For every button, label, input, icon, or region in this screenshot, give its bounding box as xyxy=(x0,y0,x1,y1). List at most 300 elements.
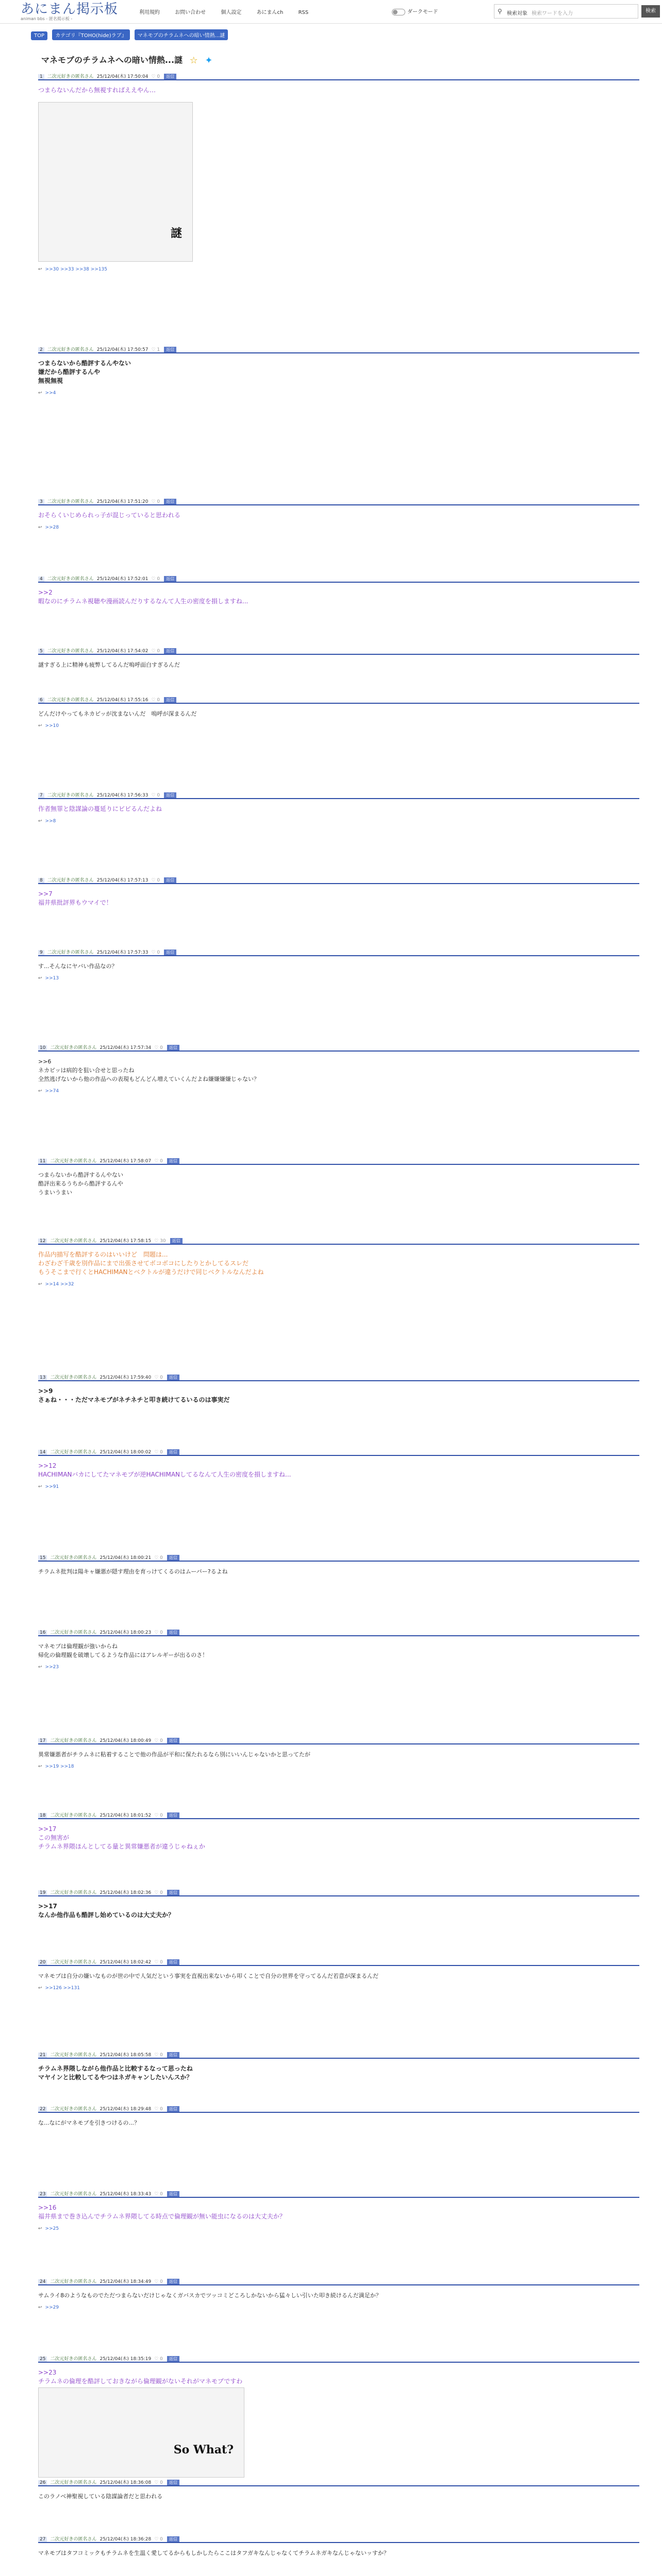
post-meta xyxy=(38,346,176,352)
poster-name: 二次元好きの匿名さん xyxy=(47,347,94,352)
post-body: おそらくいじめられっ子が混じっていると思われる xyxy=(38,512,181,519)
reply-link-list[interactable]: >>126 >>131 xyxy=(45,1986,80,1991)
reply-link-list[interactable]: >>30 >>33 >>38 >>135 xyxy=(45,267,107,272)
post-number[interactable]: 14 xyxy=(38,1450,47,1455)
search-placeholder: 検索ワードを入力 xyxy=(532,11,573,16)
reply-button[interactable]: 返信 xyxy=(164,648,176,654)
reply-links[interactable] xyxy=(38,391,56,396)
poster-name: 二次元好きの匿名さん xyxy=(50,2537,97,2542)
post-image[interactable] xyxy=(38,102,193,262)
reply-links[interactable] xyxy=(38,2305,59,2310)
post-meta xyxy=(38,2535,179,2542)
like-count[interactable] xyxy=(154,1555,163,1561)
post-meta xyxy=(38,1044,179,1050)
reply-button[interactable]: 返信 xyxy=(167,1630,179,1635)
post-timestamp: 25/12/04(木) 18:02:42 xyxy=(100,1960,152,1965)
post-timestamp: 25/12/04(木) 17:50:04 xyxy=(96,74,148,79)
poster-name: 二次元好きの匿名さん xyxy=(50,1239,97,1244)
reply-links[interactable] xyxy=(38,1282,74,1287)
reply-link-list[interactable]: >>25 xyxy=(45,2226,59,2231)
reply-link-list[interactable]: >>23 xyxy=(45,1665,59,1670)
poster-name: 二次元好きの匿名さん xyxy=(50,2053,97,2058)
like-count[interactable] xyxy=(154,2279,163,2284)
reply-button[interactable]: 返信 xyxy=(164,697,176,703)
post-body: >>17 なんか他作品も酷評し始めているのは大丈夫か？ xyxy=(38,1903,175,1919)
post-number[interactable]: 7 xyxy=(38,793,44,798)
like-value: 0 xyxy=(157,577,160,582)
heart-icon: ♡ xyxy=(151,347,157,352)
nav-settings-link[interactable]: 個人設定 xyxy=(221,10,242,15)
reply-button[interactable]: 返信 xyxy=(167,1375,179,1380)
like-count[interactable] xyxy=(154,1159,163,1164)
reply-button[interactable]: 返信 xyxy=(167,1959,179,1965)
heart-icon: ♡ xyxy=(151,698,157,703)
poster-name: 二次元好きの匿名さん xyxy=(47,649,94,654)
post-timestamp: 25/12/04(木) 18:00:21 xyxy=(100,1555,152,1561)
post-timestamp: 25/12/04(木) 18:36:28 xyxy=(100,2537,152,2542)
like-count[interactable] xyxy=(151,347,160,352)
poster-name: 二次元好きの匿名さん xyxy=(47,499,94,504)
reply-arrow-icon: ↩ xyxy=(38,525,42,530)
heart-icon: ♡ xyxy=(151,499,157,504)
post-body: >>2 暇なのにチラムネ視聴や漫画読んだりするなんて人生の密度を損しますね... xyxy=(38,589,249,605)
post-meta xyxy=(38,1958,179,1965)
poster-name: 二次元好きの匿名さん xyxy=(47,793,94,798)
nav-animanch-link[interactable]: あにまんch xyxy=(256,10,284,15)
post-meta xyxy=(38,696,176,703)
post-timestamp: 25/12/04(木) 17:51:20 xyxy=(96,499,148,504)
twitter-icon[interactable]: ✦ xyxy=(205,55,213,66)
heart-icon: ♡ xyxy=(154,2480,160,2485)
heart-icon: ♡ xyxy=(154,2053,160,2058)
post-meta xyxy=(38,2479,179,2485)
post-number[interactable]: 4 xyxy=(38,577,44,582)
heart-icon: ♡ xyxy=(151,577,157,582)
heart-icon: ♡ xyxy=(154,1738,160,1743)
like-value: 0 xyxy=(160,1159,163,1164)
like-count[interactable] xyxy=(154,1813,163,1818)
reply-link-list[interactable]: >>19 >>18 xyxy=(45,1764,74,1769)
post-timestamp: 25/12/04(木) 17:59:40 xyxy=(100,1375,152,1380)
post-number[interactable]: 23 xyxy=(38,2192,47,2197)
reply-arrow-icon: ↩ xyxy=(38,1665,42,1670)
heart-icon: ♡ xyxy=(151,74,157,79)
heart-icon: ♡ xyxy=(154,2107,160,2112)
breadcrumb-top[interactable]: TOP xyxy=(31,31,47,40)
reply-links[interactable] xyxy=(38,1764,74,1769)
poster-name: 二次元好きの匿名さん xyxy=(47,878,94,883)
nav-contact-link[interactable]: お問い合わせ xyxy=(175,10,206,15)
post-meta xyxy=(38,948,176,955)
like-value: 30 xyxy=(160,1239,166,1244)
post-body: >>7 福井県批評界もウマイで！ xyxy=(38,890,112,906)
post-body: >>12 HACHIMANバカにしてたマネモブが逆HACHIMANしてるなんて人生の密度を損しますね... xyxy=(38,1462,291,1478)
reply-button[interactable]: 返信 xyxy=(164,499,176,504)
like-count[interactable] xyxy=(151,793,160,798)
post-timestamp: 25/12/04(木) 18:00:49 xyxy=(100,1738,152,1743)
reply-arrow-icon: ↩ xyxy=(38,1986,42,1991)
heart-icon: ♡ xyxy=(154,2357,160,2362)
post-body: 異常嫌悪者がチラムネに粘着することで他の作品が平和に保たれるなら別にいいんじゃないかと思ってたが xyxy=(38,1751,310,1758)
post-timestamp: 25/12/04(木) 18:02:36 xyxy=(100,1890,152,1895)
like-count[interactable] xyxy=(151,878,160,883)
dark-mode-toggle[interactable] xyxy=(392,7,438,15)
like-count[interactable] xyxy=(154,2053,163,2058)
site-logo[interactable] xyxy=(21,2,118,22)
heart-icon: ♡ xyxy=(151,793,157,798)
like-count[interactable] xyxy=(151,577,160,582)
post-meta xyxy=(38,1737,179,1743)
post-number[interactable]: 1 xyxy=(38,74,44,79)
post-number[interactable]: 11 xyxy=(38,1159,47,1164)
poster-name: 二次元好きの匿名さん xyxy=(50,1960,97,1965)
post-timestamp: 25/12/04(木) 18:01:52 xyxy=(100,1813,152,1818)
poster-name: 二次元好きの匿名さん xyxy=(50,2480,97,2485)
reply-link-list[interactable]: >>13 xyxy=(45,976,59,981)
image-caption: 謎 xyxy=(170,227,182,240)
reply-button[interactable]: 返信 xyxy=(167,2480,179,2485)
like-count[interactable] xyxy=(154,2192,163,2197)
like-value: 0 xyxy=(160,2279,163,2284)
post-meta xyxy=(38,1889,179,1895)
post-timestamp: 25/12/04(木) 18:00:23 xyxy=(100,1630,152,1635)
post-timestamp: 25/12/04(木) 18:05:58 xyxy=(100,2053,152,2058)
reply-button[interactable]: 返信 xyxy=(164,877,176,883)
poster-name: 二次元好きの匿名さん xyxy=(50,2279,97,2284)
poster-name: 二次元好きの匿名さん xyxy=(50,2357,97,2362)
reply-button[interactable]: 返信 xyxy=(167,2106,179,2112)
like-count[interactable] xyxy=(154,2107,163,2112)
search-input[interactable] xyxy=(494,4,638,19)
reply-button[interactable]: 返信 xyxy=(167,1045,179,1050)
reply-button[interactable]: 返信 xyxy=(167,2052,179,2058)
like-count[interactable] xyxy=(154,1450,163,1455)
post-number[interactable]: 6 xyxy=(38,698,44,703)
like-value: 0 xyxy=(160,1045,163,1050)
like-count[interactable] xyxy=(154,2357,163,2362)
dark-mode-label: ダークモード xyxy=(407,9,438,15)
reply-arrow-icon: ↩ xyxy=(38,1282,42,1287)
search-target-label[interactable]: 検索対象 xyxy=(507,11,527,16)
heart-icon: ♡ xyxy=(154,1045,160,1050)
like-value: 0 xyxy=(157,950,160,955)
post-body: >>17 この無害が チラムネ界隈ほんとしてる量と異常嫌悪者が違うじゃねぇか xyxy=(38,1825,205,1850)
reply-links[interactable] xyxy=(38,1089,59,1094)
post-timestamp: 25/12/04(木) 18:29:48 xyxy=(100,2107,152,2112)
post-number[interactable]: 25 xyxy=(38,2357,47,2362)
post-number[interactable]: 13 xyxy=(38,1375,47,1380)
post-body: >>9 さぁね・・・ただマネモブがネチネチと叩き続けてるいるのは事実だ xyxy=(38,1387,230,1403)
like-value: 0 xyxy=(160,1630,163,1635)
poster-name: 二次元好きの匿名さん xyxy=(47,577,94,582)
reply-link-list[interactable]: >>14 >>32 xyxy=(45,1282,74,1287)
post-timestamp: 25/12/04(木) 18:34:49 xyxy=(100,2279,152,2284)
top-nav xyxy=(139,8,322,15)
reply-link-list[interactable]: >>91 xyxy=(45,1484,59,1489)
post-body: チラムネ界隈しながら他作品と比較するなって思ったね マヤインと比較してるやつはネガキャンしたいんスか？ xyxy=(38,2065,193,2081)
heart-icon: ♡ xyxy=(154,1159,160,1164)
post-number[interactable]: 8 xyxy=(38,878,44,883)
reply-links[interactable] xyxy=(38,1665,59,1670)
like-value: 0 xyxy=(157,698,160,703)
post-number[interactable]: 17 xyxy=(38,1738,47,1743)
reply-button[interactable]: 返信 xyxy=(167,1890,179,1895)
poster-name: 二次元好きの匿名さん xyxy=(50,2192,97,2197)
post-timestamp: 25/12/04(木) 17:52:01 xyxy=(96,577,148,582)
post-number[interactable]: 10 xyxy=(38,1045,47,1050)
reply-link-list[interactable]: >>28 xyxy=(45,525,59,530)
post-body: つまらないから酷評するんやない 酷評出来るうちから酷評するんや うまいうまい xyxy=(38,1172,123,1196)
post-body: 謎すぎる上に精神も疲弊してるんだ嗚呼面白すぎるんだ xyxy=(38,662,180,668)
post-meta xyxy=(38,1554,179,1561)
reply-arrow-icon: ↩ xyxy=(38,267,42,272)
reply-button[interactable]: 返信 xyxy=(170,1238,183,1244)
poster-name: 二次元好きの匿名さん xyxy=(47,698,94,703)
post-meta xyxy=(38,876,176,883)
reply-link-list[interactable]: >>8 xyxy=(45,819,56,824)
image-caption: So What? xyxy=(173,2443,234,2456)
like-count[interactable] xyxy=(151,698,160,703)
like-value: 0 xyxy=(157,74,160,79)
like-count[interactable] xyxy=(154,1045,163,1050)
post-body: マネモブはタフコミックもチラムネを生温く愛してるからもしかしたらここはタフガキなんじゃなくてチラムネガキなんじゃないッすか？ xyxy=(38,2550,389,2556)
reply-arrow-icon: ↩ xyxy=(38,1089,42,1094)
reply-button[interactable]: 返信 xyxy=(167,1158,179,1164)
post-number[interactable]: 22 xyxy=(38,2107,47,2112)
like-count[interactable] xyxy=(154,1239,166,1244)
post-meta xyxy=(38,1629,179,1635)
like-value: 0 xyxy=(157,878,160,883)
logo-title: あにまん掲示板 xyxy=(21,2,119,17)
reply-button[interactable]: 返信 xyxy=(167,2536,179,2542)
reply-links[interactable] xyxy=(38,525,59,530)
search-button[interactable]: 検索 xyxy=(641,5,660,18)
like-value: 0 xyxy=(160,1960,163,1965)
reply-button[interactable]: 返信 xyxy=(167,2356,179,2362)
post-image[interactable] xyxy=(38,2387,244,2478)
star-icon[interactable]: ☆ xyxy=(189,55,198,66)
reply-link-list[interactable]: >>10 xyxy=(45,723,59,728)
post-timestamp: 25/12/04(木) 17:57:13 xyxy=(96,878,148,883)
reply-arrow-icon: ↩ xyxy=(38,1764,42,1769)
reply-button[interactable]: 返信 xyxy=(167,2191,179,2197)
reply-button[interactable]: 返信 xyxy=(164,347,176,352)
poster-name: 二次元好きの匿名さん xyxy=(50,1045,97,1050)
nav-terms-link[interactable]: 利用規約 xyxy=(139,10,160,15)
like-count[interactable] xyxy=(154,1375,163,1380)
like-count[interactable] xyxy=(154,2537,163,2542)
like-value: 0 xyxy=(157,499,160,504)
reply-button[interactable]: 返信 xyxy=(164,74,176,79)
post-number[interactable]: 15 xyxy=(38,1555,47,1561)
post-number[interactable]: 19 xyxy=(38,1890,47,1895)
like-count[interactable] xyxy=(151,649,160,654)
reply-link-list[interactable]: >>74 xyxy=(45,1089,59,1094)
like-value: 0 xyxy=(160,1375,163,1380)
reply-button[interactable]: 返信 xyxy=(164,576,176,582)
post-body: サムライ8のようなものでただつまらないだけじゃなくガバスカでツッコミどころしかないから猛々しい引いた叩き続けるんだ満足か？ xyxy=(38,2292,382,2299)
heart-icon: ♡ xyxy=(154,1813,160,1818)
post-number[interactable]: 27 xyxy=(38,2537,47,2542)
heart-icon: ♡ xyxy=(154,1890,160,1895)
reply-arrow-icon: ↩ xyxy=(38,819,42,824)
heart-icon: ♡ xyxy=(154,1450,160,1455)
site-header xyxy=(0,0,662,24)
reply-button[interactable]: 返信 xyxy=(167,2279,179,2284)
like-value: 0 xyxy=(160,2107,163,2112)
reply-button[interactable]: 返信 xyxy=(167,1738,179,1743)
like-count[interactable] xyxy=(151,499,160,504)
post-timestamp: 25/12/04(木) 18:36:08 xyxy=(100,2480,152,2485)
post-body: >>6 ネカピッは病的を狙い合せと思ったね 全然逃げないから他の作品への表現もどんどん増えていくんだよね嫌嫌嫌嫌じゃない？ xyxy=(38,1058,259,1082)
post-body: このラノベ神聖視している陰謀論者だと思われる xyxy=(38,2493,163,2500)
reply-button[interactable]: 返信 xyxy=(164,792,176,798)
post-number[interactable]: 2 xyxy=(38,347,44,352)
like-count[interactable] xyxy=(154,1630,163,1635)
like-value: 0 xyxy=(160,2192,163,2197)
post-meta xyxy=(38,2355,179,2362)
heart-icon: ♡ xyxy=(154,2537,160,2542)
heart-icon: ♡ xyxy=(154,1960,160,1965)
reply-arrow-icon: ↩ xyxy=(38,2226,42,2231)
post-body: 作者無罪と陰謀論の蔓延りにビビるんだよね xyxy=(38,805,162,812)
thread-title-row xyxy=(41,54,629,66)
reply-arrow-icon: ↩ xyxy=(38,391,42,396)
like-value: 0 xyxy=(160,1890,163,1895)
post-timestamp: 25/12/04(木) 17:57:33 xyxy=(96,950,148,955)
post-timestamp: 25/12/04(木) 17:54:02 xyxy=(96,649,148,654)
post-timestamp: 25/12/04(木) 17:58:15 xyxy=(100,1239,152,1244)
post-body: どんだけやってもネカピッが沈まないんだ 嗚呼が深まるんだ xyxy=(38,710,197,717)
heart-icon: ♡ xyxy=(154,2279,160,2284)
reply-button[interactable]: 返信 xyxy=(167,1449,179,1455)
reply-arrow-icon: ↩ xyxy=(38,2305,42,2310)
like-count[interactable] xyxy=(151,74,160,79)
post-number[interactable]: 3 xyxy=(38,499,44,504)
poster-name: 二次元好きの匿名さん xyxy=(50,1738,97,1743)
like-count[interactable] xyxy=(151,950,160,955)
post-meta xyxy=(38,2278,179,2284)
like-value: 1 xyxy=(157,347,160,352)
post-meta xyxy=(38,2190,179,2197)
post-number[interactable]: 12 xyxy=(38,1239,47,1244)
poster-name: 二次元好きの匿名さん xyxy=(47,950,94,955)
toggle-switch-icon[interactable] xyxy=(392,9,405,15)
post-meta xyxy=(38,1374,179,1380)
poster-name: 二次元好きの匿名さん xyxy=(47,74,94,79)
heart-icon: ♡ xyxy=(154,1239,160,1244)
like-value: 0 xyxy=(160,1555,163,1561)
poster-name: 二次元好きの匿名さん xyxy=(50,1159,97,1164)
like-count[interactable] xyxy=(154,1890,163,1895)
like-value: 0 xyxy=(160,2053,163,2058)
post-body: つまらないから酷評するんやない 嫌だから酷評するんや 無視無視 xyxy=(38,360,131,384)
post-timestamp: 25/12/04(木) 18:00:02 xyxy=(100,1450,152,1455)
post-meta xyxy=(38,1448,179,1455)
post-number[interactable]: 24 xyxy=(38,2279,47,2284)
like-count[interactable] xyxy=(154,2480,163,2485)
like-value: 0 xyxy=(160,1450,163,1455)
poster-name: 二次元好きの匿名さん xyxy=(50,1450,97,1455)
reply-link-list[interactable]: >>4 xyxy=(45,391,56,396)
post-timestamp: 25/12/04(木) 18:33:43 xyxy=(100,2192,152,2197)
reply-button[interactable]: 返信 xyxy=(167,1555,179,1561)
post-timestamp: 25/12/04(木) 17:56:33 xyxy=(96,793,148,798)
heart-icon: ♡ xyxy=(151,649,157,654)
post-number[interactable]: 26 xyxy=(38,2480,47,2485)
reply-button[interactable]: 返信 xyxy=(164,950,176,955)
like-count[interactable] xyxy=(154,1960,163,1965)
post-meta xyxy=(38,2051,179,2058)
reply-button[interactable]: 返信 xyxy=(167,1812,179,1818)
post-body: >>16 福井県まで巻き込んでチラムネ界隈してる時点で倫理観が無い能虫になるのは大丈夫か？ xyxy=(38,2204,286,2220)
post-meta xyxy=(38,647,176,654)
post-body: な...なにがマネモブを引きつけるの...？ xyxy=(38,2120,140,2126)
reply-links[interactable] xyxy=(38,1986,80,1991)
reply-links[interactable] xyxy=(38,1484,59,1489)
post-meta xyxy=(38,791,176,798)
post-number[interactable]: 9 xyxy=(38,950,44,955)
logo-subtitle: animan bbs - 匿名掲示板 - xyxy=(21,16,73,21)
like-count[interactable] xyxy=(154,1738,163,1743)
post-number[interactable]: 5 xyxy=(38,649,44,654)
post-body: >>23 チラムネの倫理を酷評しておきながら倫理観がないそれがマネモブですわ xyxy=(38,2369,243,2385)
nav-rss-link[interactable]: RSS xyxy=(298,10,309,15)
post-number[interactable]: 18 xyxy=(38,1813,47,1818)
reply-arrow-icon: ↩ xyxy=(38,1484,42,1489)
like-value: 0 xyxy=(160,2480,163,2485)
reply-links[interactable] xyxy=(38,267,107,272)
poster-name: 二次元好きの匿名さん xyxy=(50,1555,97,1561)
post-timestamp: 25/12/04(木) 18:35:19 xyxy=(100,2357,152,2362)
heart-icon: ♡ xyxy=(151,878,157,883)
post-timestamp: 25/12/04(木) 17:50:57 xyxy=(96,347,148,352)
post-body: 作品内描写を酷評するのはいいけど 問題は... わざわざ千歳を別作品にまで出張させてボコボコにしたりとかしてるスレだ もうそこまで行くとHACHIMANとベクトルが違うだけで同じベクトルなんだよね xyxy=(38,1251,264,1276)
breadcrumb-thread[interactable]: マネモブのチラムネへの暗い情熱...謎 xyxy=(135,29,228,40)
post-body: チラムネ批判は陽キャ嫌悪が隠す理由を育っけてくるのはムーバー?るよね xyxy=(38,1568,228,1575)
heart-icon: ♡ xyxy=(154,1555,160,1561)
reply-links[interactable] xyxy=(38,723,59,728)
like-value: 0 xyxy=(160,1738,163,1743)
breadcrumb-category[interactable]: カテゴリ『TOHO(hide)ラブ』 xyxy=(52,29,129,40)
heart-icon: ♡ xyxy=(154,1630,160,1635)
like-value: 0 xyxy=(160,1813,163,1818)
heart-icon: ♡ xyxy=(154,1375,160,1380)
post-number[interactable]: 20 xyxy=(38,1960,47,1965)
poster-name: 二次元好きの匿名さん xyxy=(50,1630,97,1635)
post-meta xyxy=(38,73,176,79)
post-number[interactable]: 16 xyxy=(38,1630,47,1635)
like-value: 0 xyxy=(160,2537,163,2542)
reply-links[interactable] xyxy=(38,2226,59,2231)
poster-name: 二次元好きの匿名さん xyxy=(50,1813,97,1818)
post-meta xyxy=(38,1157,179,1164)
post-body: つまらないんだから無視すればええやん… xyxy=(38,87,156,94)
reply-link-list[interactable]: >>29 xyxy=(45,2305,59,2310)
poster-name: 二次元好きの匿名さん xyxy=(50,2107,97,2112)
reply-links[interactable] xyxy=(38,976,59,981)
heart-icon: ♡ xyxy=(154,2192,160,2197)
post-number[interactable]: 21 xyxy=(38,2053,47,2058)
post-timestamp: 25/12/04(木) 17:55:16 xyxy=(96,698,148,703)
post-body: す...そんなにヤバい作品なの？ xyxy=(38,963,118,970)
breadcrumb xyxy=(31,29,231,40)
post-body: マネモブは倫理観が強いからね 帰化の倫理観を破壊してるような作品にはアレルギーが出るのさ！ xyxy=(38,1643,208,1658)
reply-links[interactable] xyxy=(38,819,56,824)
post-meta xyxy=(38,498,176,504)
post-timestamp: 25/12/04(木) 17:57:34 xyxy=(100,1045,152,1050)
post-meta xyxy=(38,575,176,582)
